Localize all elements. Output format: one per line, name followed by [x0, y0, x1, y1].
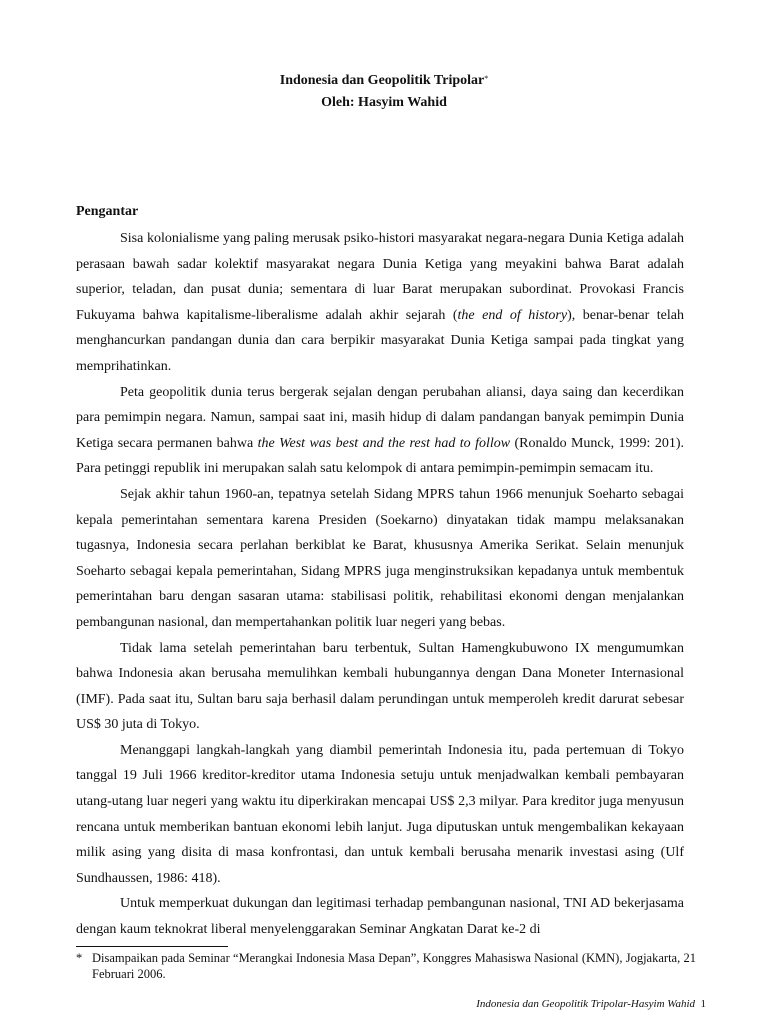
- paragraph-text: Untuk memperkuat dukungan dan legitimasi terhadap pembangunan nasional, TNI AD bekerjasama dengan kaum teknokrat liberal menyelenggarakan Seminar Angkatan Darat ke-2 di: [76, 896, 684, 938]
- footnote-text: Disampaikan pada Seminar “Merangkai Indonesia Masa Depan”, Konggres Mahasiswa Nasional (KMN), Jogjakarta, 21 Februari 2006.: [92, 951, 696, 981]
- paragraph-text: Tidak lama setelah pemerintahan baru terbentuk, Sultan Hamengkubuwono IX mengumumkan bahwa Indonesia akan berusaha memulihkan kembali hubungannya dengan Dana Moneter Internasional (IMF). Pada saat itu, Sultan baru saja berhasil dalam perundingan untuk memperoleh kredit darurat sebesar US$ 30 juta di Tokyo.: [76, 640, 684, 733]
- paragraph: [76, 226, 684, 380]
- paragraph-text: Menanggapi langkah-langkah yang diambil pemerintah Indonesia itu, pada pertemuan di Tokyo tanggal 19 Juli 1966 kreditor-kreditor utama Indonesia setuju untuk menjadwalkan kembali pembayaran utang-utang luar negeri yang waktu itu diperkirakan mencapai US$ 2,3 milyar. Para kreditor juga menyusun rencana untuk memberikan bantuan ekonomi lebih lanjut. Juga diputuskan untuk mengembalikan kekayaan milik asing yang disita di masa konfrontasi, dan untuk kembali berusaha menarik investasi asing (Ulf Sundhaussen, 1986: 418).: [76, 742, 684, 886]
- paragraph-text: Sisa kolonialisme yang paling merusak psiko-histori masyarakat negara-negara Dunia Ketiga adalah perasaan bawah sadar kolektif masyarakat negara Dunia Ketiga yang meyakini bahwa Barat adalah superior, teladan, dan pusat dunia; sementara di luar Barat merupakan subordinat. Provokasi Francis Fukuyama bahwa kapitalisme-liberalisme adalah akhir sejarah (: [76, 231, 684, 323]
- italic-phrase: the West was best and the rest had to follow: [257, 435, 511, 451]
- section-heading: Pengantar: [76, 204, 139, 219]
- title-block: [0, 70, 768, 114]
- paragraph: [76, 738, 684, 892]
- italic-phrase: the end of history: [457, 307, 568, 323]
- paragraph: [76, 482, 684, 636]
- paragraph-text: (Ronaldo Munck, 1999: 201). Para petinggi republik ini merupakan salah satu kelompok di antara pemimpin-pemimpin semacam itu.: [76, 435, 684, 477]
- page-number: 1: [700, 998, 706, 1010]
- page-footer: [476, 998, 706, 1010]
- footnote-separator: [76, 946, 228, 947]
- author-line: Oleh: Hasyim Wahid: [321, 95, 447, 110]
- footnote-mark: *: [76, 951, 83, 965]
- paragraph-text: Peta geopolitik dunia terus bergerak sejalan dengan perubahan aliansi, daya saing dan kecerdikan para pemimpin negara. Namun, sampai saat ini, masih hidup di dalam pandangan banyak pemimpin Dunia Ketiga secara permanen bahwa: [76, 384, 684, 451]
- paragraph-text: ), benar-benar telah menghancurkan pandangan dunia dan cara berpikir masyarakat Dunia Ketiga sampai pada tingkat yang memprihatinkan.: [76, 307, 684, 374]
- paragraph-text: Sejak akhir tahun 1960-an, tepatnya setelah Sidang MPRS tahun 1966 menunjuk Soeharto sebagai kepala pemerintahan sementara karena Presiden (Soekarno) dinyatakan tidak mampu melaksanakan tugasnya, Indonesia secara perlahan berkiblat ke Barat, khususnya Amerika Serikat. Selain menunjuk Soeharto sebagai kepala pemerintahan, Sidang MPRS juga menginstruksikan kepadanya untuk membentuk pemerintahan baru dengan sasaran utama: stabilisasi politik, rehabilitasi ekonomi dengan menjalankan pembangunan nasional, dan mempertahankan politik luar negeri yang bebas.: [76, 486, 684, 630]
- body-text: [76, 226, 684, 943]
- paragraph: [76, 636, 684, 738]
- paragraph: [76, 891, 684, 942]
- running-title: Indonesia dan Geopolitik Tripolar-Hasyim Wahid: [476, 998, 695, 1010]
- title-footnote-mark: *: [484, 74, 489, 83]
- footnote: [76, 950, 696, 982]
- document-title: Indonesia dan Geopolitik Tripolar: [279, 73, 485, 88]
- document-title-line: [0, 70, 768, 92]
- paragraph: [76, 380, 684, 482]
